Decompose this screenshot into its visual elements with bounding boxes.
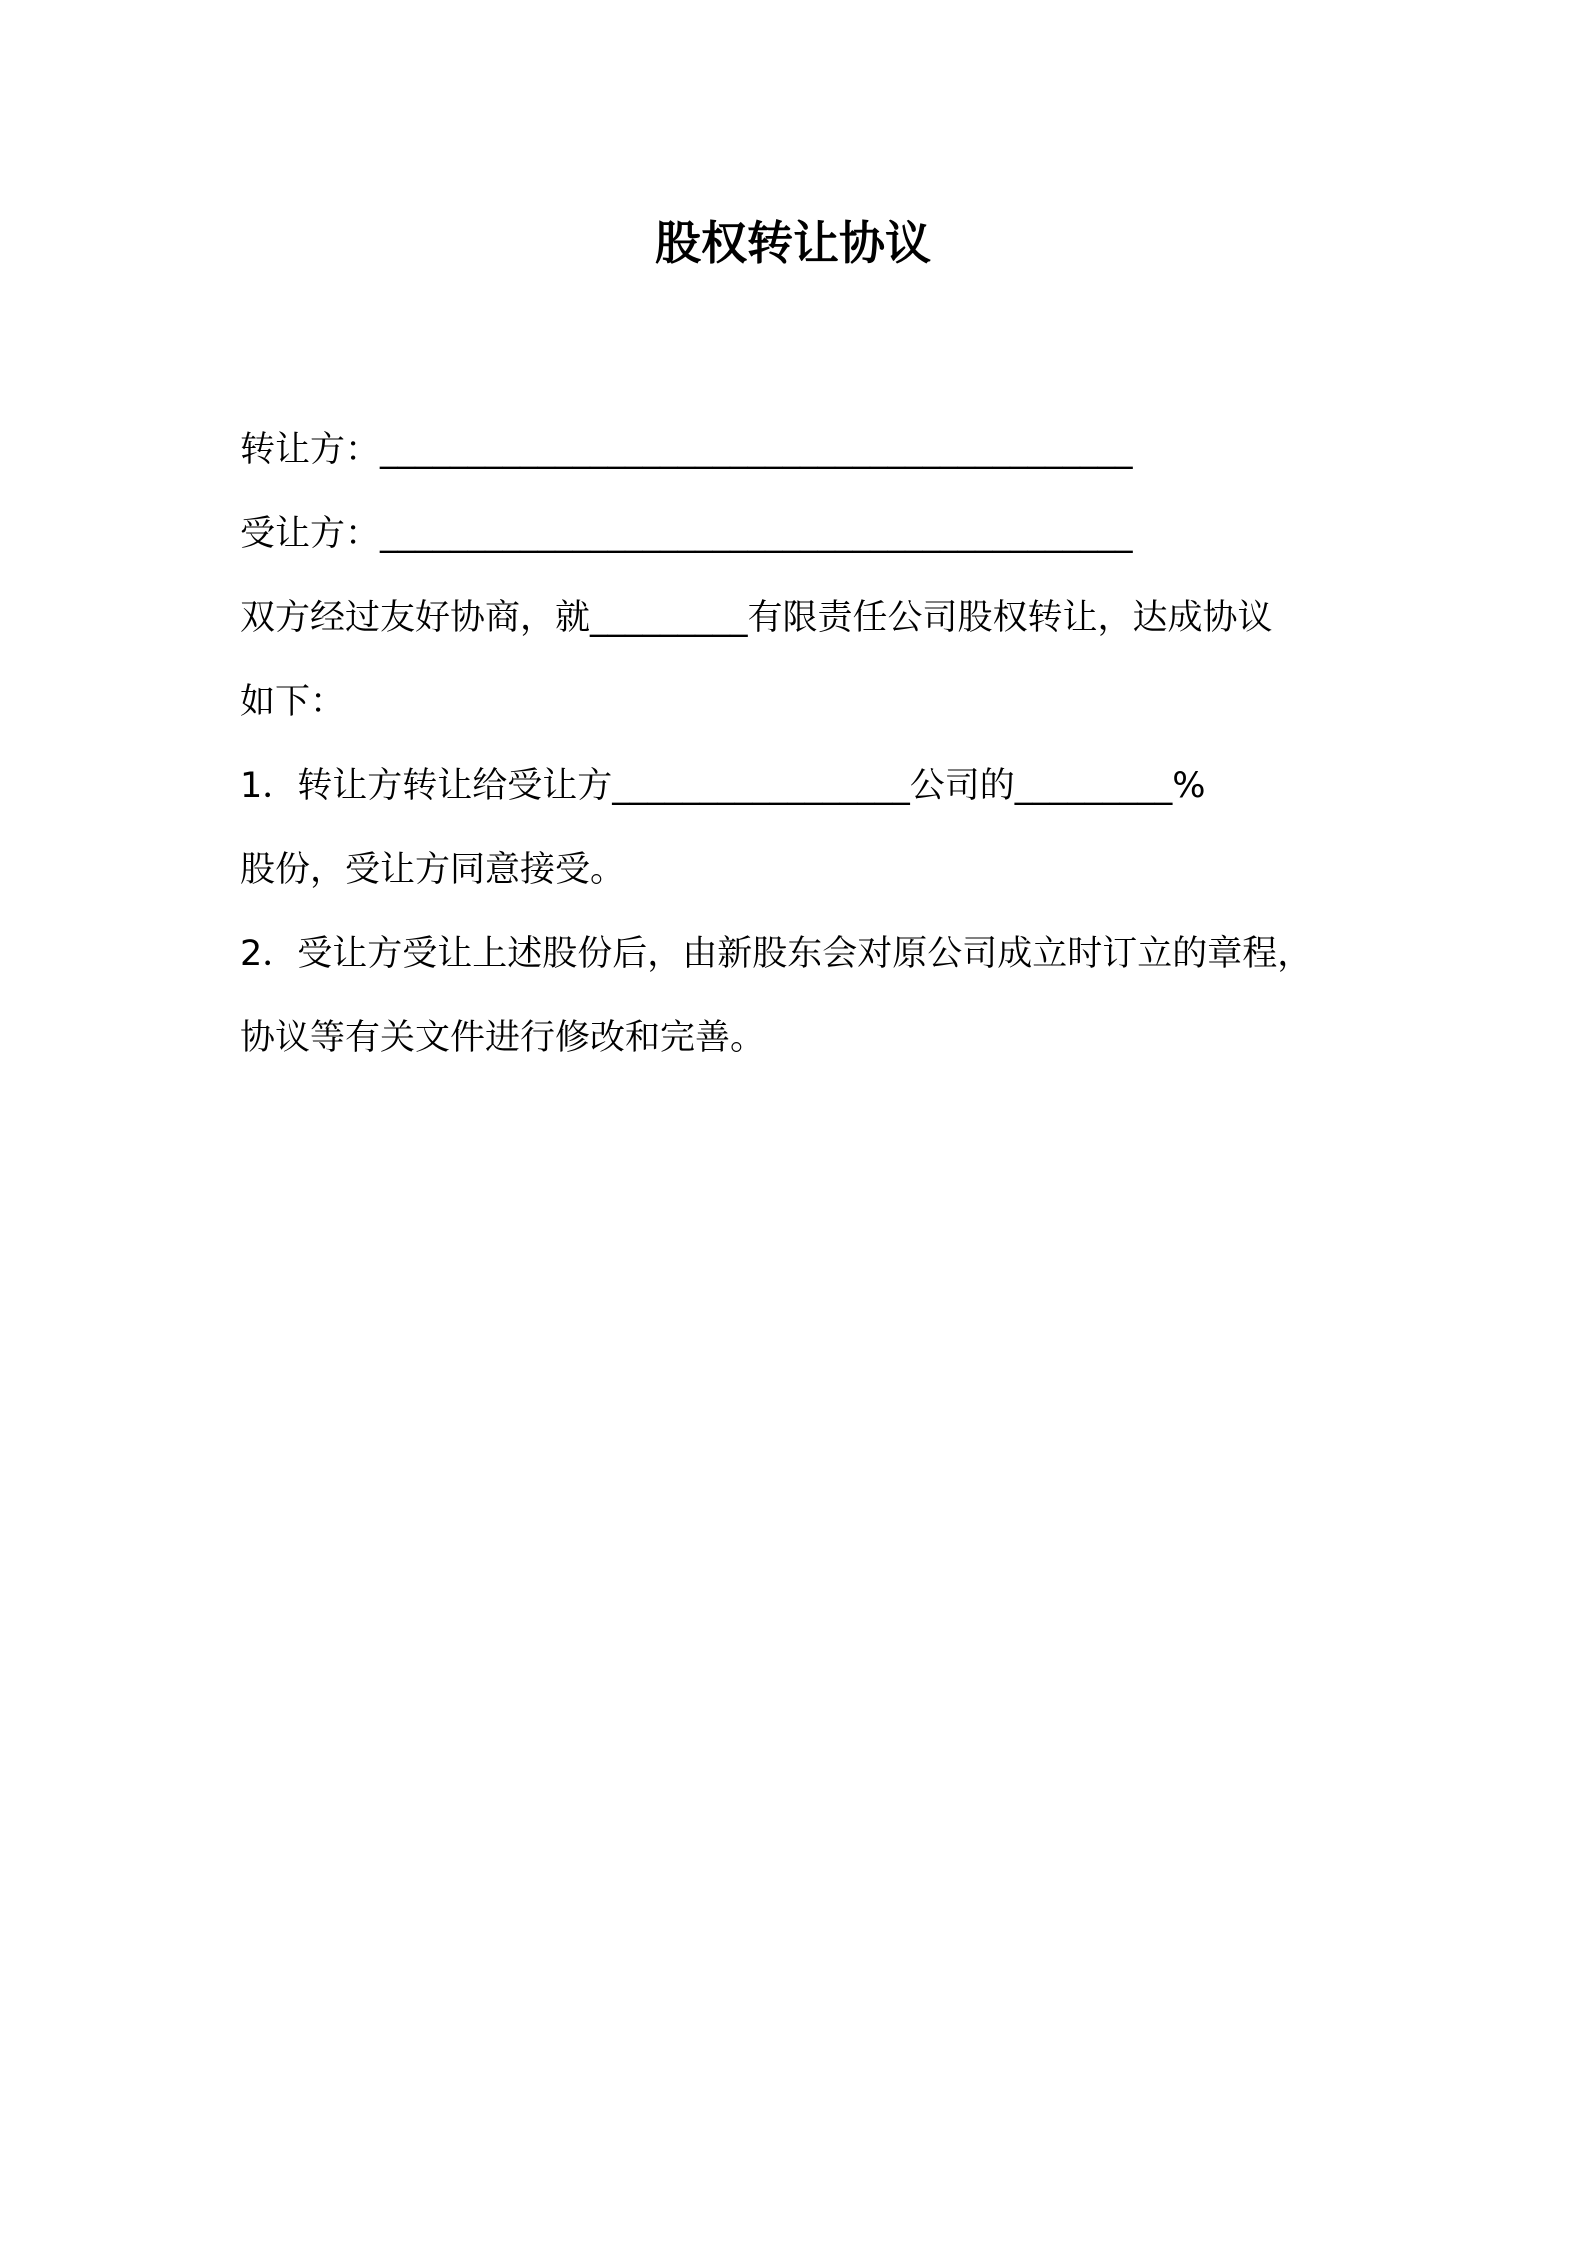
agreement-intro-continuation: 如下：: [240, 682, 346, 722]
clause-1-continuation: 股份，受让方同意接受。: [240, 850, 626, 890]
agreement-intro-line: 双方经过友好协商，就_________有限责任公司股权转让，达成协议: [240, 598, 1273, 638]
document-body: [240, 408, 1390, 1080]
transferee-line: 受让方：___________________________________________: [240, 514, 1133, 554]
clause-1-line: 1．转让方转让给受让方_________________公司的_________%: [240, 766, 1206, 806]
document-title: 股权转让协议: [655, 216, 931, 270]
clause-2-continuation: 协议等有关文件进行修改和完善。: [240, 1018, 766, 1058]
transferor-line: 转让方：___________________________________________: [240, 430, 1133, 470]
clause-2-line: 2．受让方受让上述股份后，由新股东会对原公司成立时订立的章程，: [240, 934, 1313, 974]
